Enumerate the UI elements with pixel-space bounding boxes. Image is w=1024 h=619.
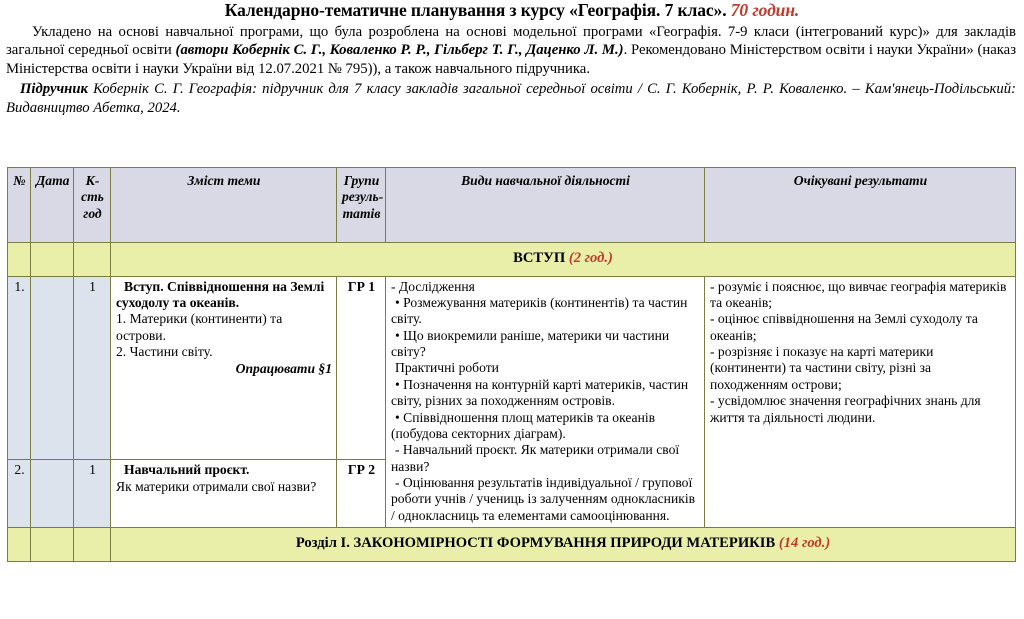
theme-subline-1-1: 1. Материки (континенти) та острови. [116, 311, 283, 343]
row-hours-2: 1 [74, 460, 111, 528]
activities-cell [386, 276, 705, 528]
column-header-date: Дата [31, 168, 74, 243]
page-title-hours: 70 годин. [730, 0, 800, 20]
section-spacer-date [31, 243, 74, 277]
column-header-theme: Зміст теми [111, 168, 337, 243]
document-page [0, 1, 1024, 619]
section-spacer-date-2 [31, 528, 74, 562]
theme-subline-2-1: Як материки отримали свої назви? [116, 478, 317, 494]
intro-text-part2: . Рекомендовано Міністерством освіти і науки України» (наказ Міністерства освіти і науки України від 12.07.2021 № 795)), а також навчального підручника. [6, 42, 1017, 77]
activity-line-1: - Дослідження [391, 278, 475, 294]
column-header-number: № [8, 168, 31, 243]
section-title-rozdil-1 [111, 528, 1016, 562]
section-hours-vstup: (2 год.) [568, 250, 613, 266]
table-header-row [8, 168, 1016, 243]
column-header-results: Очікувані результати [705, 168, 1016, 243]
activity-line-4: Практичні роботи [395, 360, 499, 376]
row-theme-1 [111, 276, 337, 460]
intro-paragraph [6, 23, 1016, 79]
textbook-label: Підручник [20, 81, 88, 98]
activity-line-7: - Навчальний проєкт. Як материки отримали свої назви? [391, 442, 680, 474]
table-row [8, 276, 1016, 460]
row-number-1: 1. [8, 276, 31, 460]
row-hours-1: 1 [74, 276, 111, 460]
section-title-vstup [111, 243, 1016, 277]
activity-line-2: • Розмежування материків (континентів) та частин світу. [391, 294, 688, 327]
row-date-1[interactable] [31, 276, 74, 460]
row-number-2: 2. [8, 460, 31, 528]
result-line-4: - усвідомлює значення географічних знань для життя та діяльності людини. [710, 393, 981, 425]
activity-line-6: • Співвідношення площ материків та океанів (побудова секторних діаграм). [391, 409, 656, 441]
section-spacer-num [8, 243, 31, 277]
theme-task-1: Опрацювати §1 [235, 361, 332, 377]
section-spacer-hours-2 [74, 528, 111, 562]
theme-subline-1-2: 2. Частини світу. [116, 344, 213, 360]
result-line-3: - розрізняє і показує на карті материки (континенти) та частини світу, різні за походженням острови; [710, 344, 934, 392]
row-theme-2 [111, 460, 337, 528]
section-label-rozdil-1: Розділ I. ЗАКОНОМІРНОСТІ ФОРМУВАННЯ ПРИРОДИ МАТЕРИКІВ [295, 535, 776, 552]
textbook-paragraph [6, 80, 1016, 117]
section-row-vstup [8, 243, 1016, 277]
column-header-group: Групи резуль-татів [337, 168, 386, 243]
page-title [0, 1, 1024, 21]
column-header-activities: Види навчальної діяльності [386, 168, 705, 243]
section-spacer-hours [74, 243, 111, 277]
result-line-1: - розуміє і пояснює, що вивчає географія материків та океанів; [710, 278, 1007, 310]
section-spacer-num-2 [8, 528, 31, 562]
theme-title-2: Навчальний проєкт. [124, 462, 250, 478]
theme-title-1: Вступ. Співвідношення на Землі суходолу та океанів. [116, 278, 325, 310]
row-group-1: ГР 1 [337, 276, 386, 460]
plan-table [7, 167, 1016, 562]
row-group-2: ГР 2 [337, 460, 386, 528]
section-label-vstup: ВСТУП [513, 250, 566, 266]
page-title-main: Календарно-тематичне планування з курсу «Географія. 7 клас». [224, 0, 727, 20]
activity-line-3: • Що виокремили раніше, материки чи частини світу? [391, 327, 670, 360]
row-date-2[interactable] [31, 460, 74, 528]
section-hours-rozdil-1: (14 год.) [778, 535, 831, 552]
section-row-rozdil-1 [8, 528, 1016, 562]
activity-line-8: - Оцінювання результатів індивідуальної / групової роботи учнів / учениць із залученням однокласників / однокласниць та елементами самооцінювання. [391, 475, 696, 523]
intro-authors: (автори Кобернік С. Г., Коваленко Р. Р., Гільберг Т. Г., Даценко Л. М.) [175, 42, 624, 59]
plan-table-wrapper [7, 167, 1015, 562]
results-cell [705, 276, 1016, 528]
intro-text-part1: Укладено на основі навчальної програми, що була розроблена на основі модельної програми «Географія. 7-9 класи (інтегрований курс)» для закладів загальної середньої освіти [6, 23, 1016, 59]
activity-line-5: • Позначення на контурній карті материків, частин світу, різних за походженням островів. [391, 376, 689, 409]
column-header-hours: К-сть год [74, 168, 111, 243]
result-line-2: - оцінює співвідношення на Землі суходолу та океанів; [710, 311, 978, 343]
textbook-reference: Кобернік С. Г. Географія: підручник для 7 класу закладів загальної середньої освіти / С. Г. Кобернік, Р. Р. Коваленко. – Кам'янець-Подільський: Видавництво Абетка, 2024. [6, 81, 1016, 116]
